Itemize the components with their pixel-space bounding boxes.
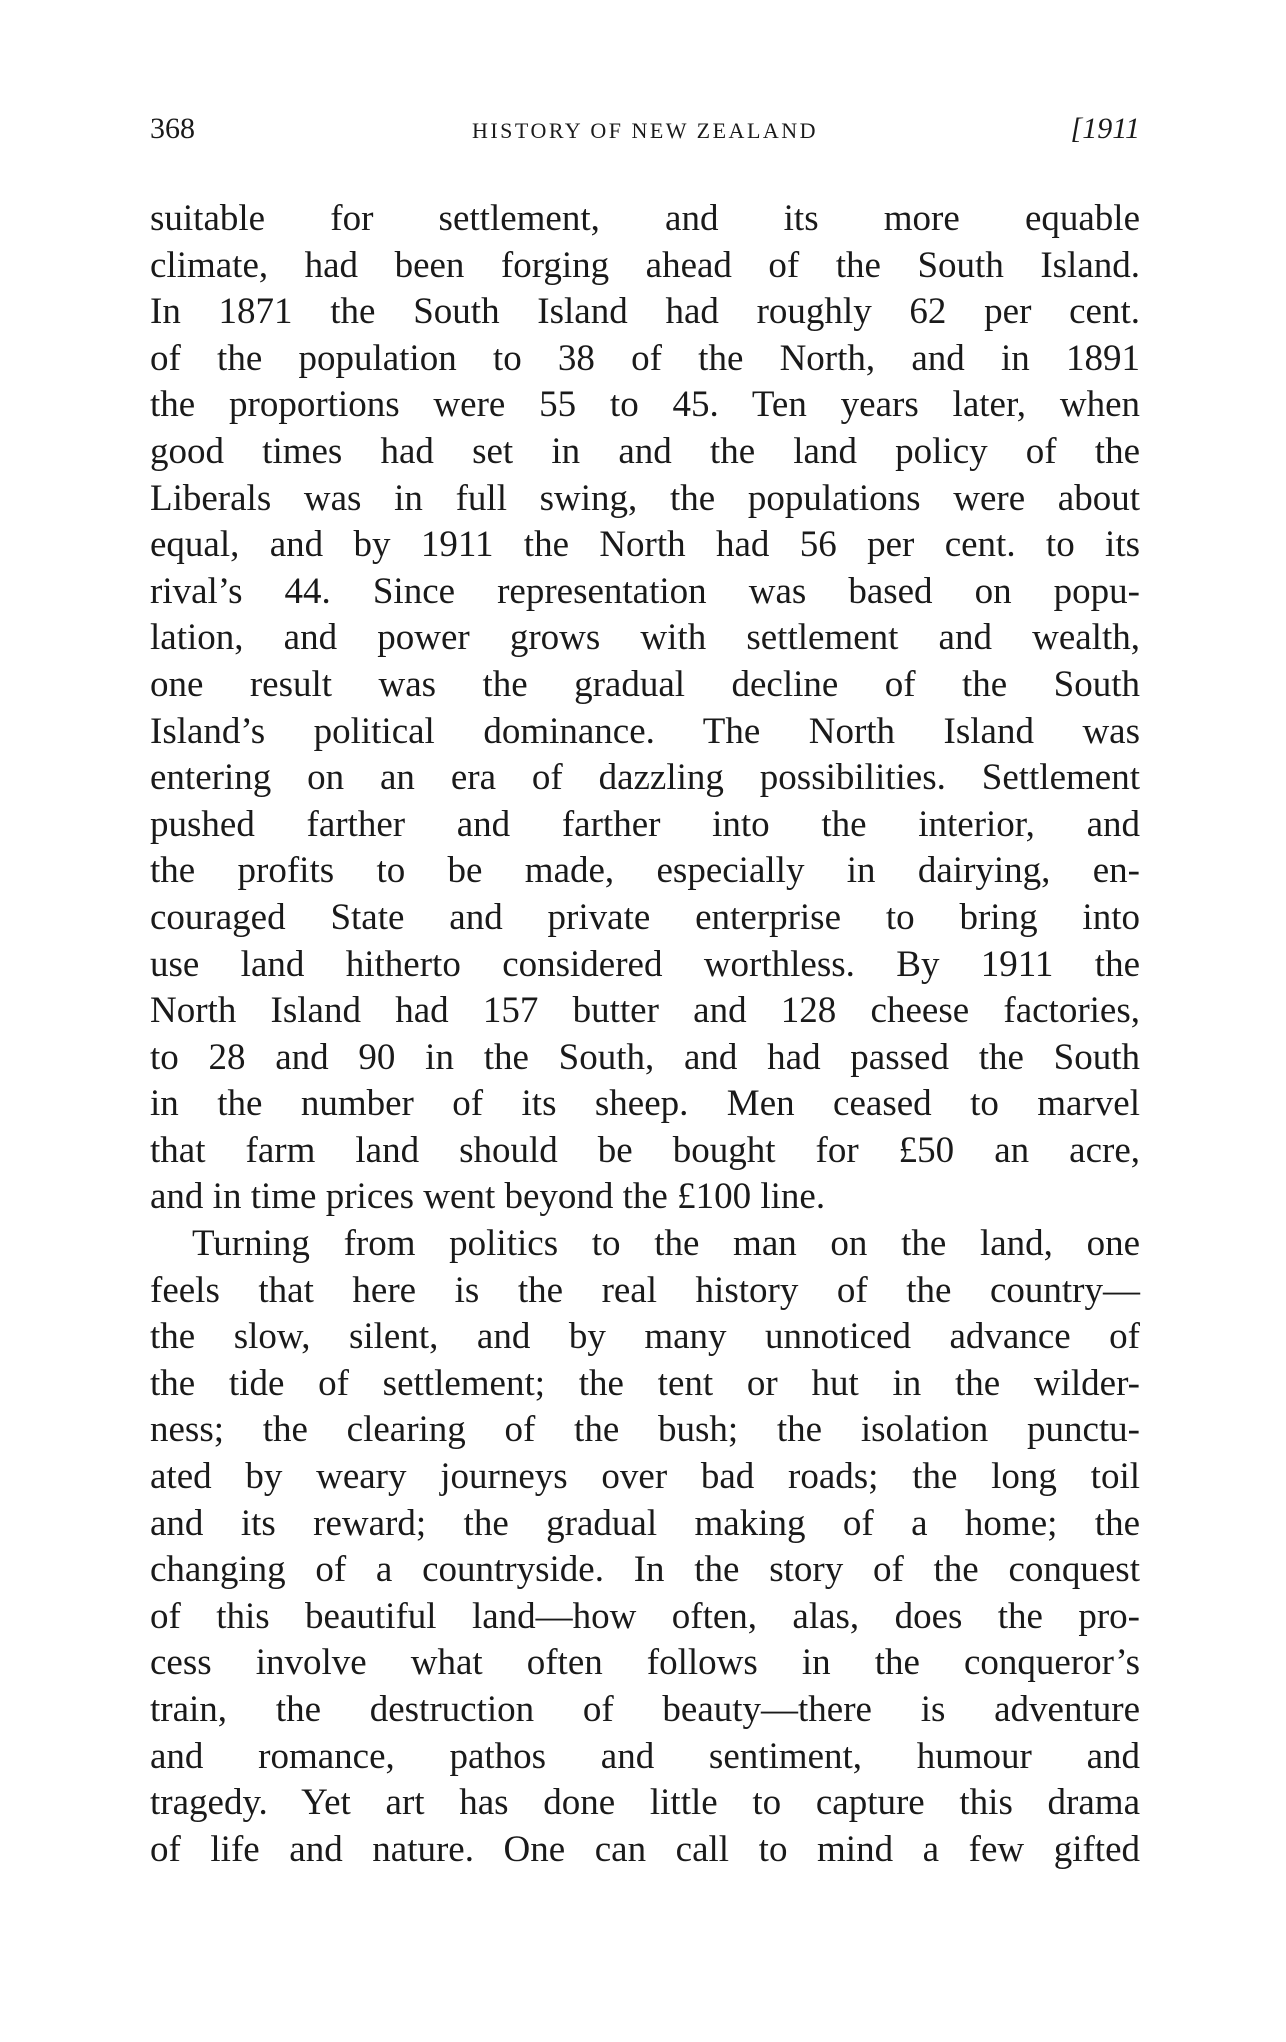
running-title: HISTORY OF NEW ZEALAND	[471, 118, 819, 143]
text-line: cess involve what often follows in the conqueror’s	[150, 1642, 1140, 1684]
text-line: Turning from politics to the man on the land, one	[192, 1223, 1140, 1265]
text-line: Island’s political dominance. The North Island was	[150, 710, 1140, 752]
text-line: pushed farther and farther into the interior, and	[150, 803, 1140, 845]
text-line: one result was the gradual decline of the South	[150, 663, 1140, 705]
text-line: of the population to 38 of the North, and in 1891	[150, 337, 1140, 379]
running-head	[150, 112, 1140, 152]
text-line: the proportions were 55 to 45. Ten years later, when	[150, 384, 1140, 426]
text-line: couraged State and private enterprise to bring into	[150, 896, 1140, 938]
paragraph-1	[150, 196, 1140, 1221]
text-line: lation, and power grows with settlement and wealth,	[150, 617, 1140, 659]
text-line: climate, had been forging ahead of the South Island.	[150, 244, 1140, 286]
text-line: Liberals was in full swing, the populations were about	[150, 477, 1140, 519]
paragraph-2	[150, 1221, 1140, 1873]
text-line: of this beautiful land—how often, alas, does the pro-	[150, 1595, 1140, 1637]
text-line: feels that here is the real history of the country—	[150, 1269, 1140, 1311]
text-line: and romance, pathos and sentiment, humour and	[150, 1735, 1140, 1777]
text-line: to 28 and 90 in the South, and had passed the South	[150, 1036, 1140, 1078]
text-line: rival’s 44. Since representation was based on popu-	[150, 570, 1140, 612]
text-line: use land hitherto considered worthless. By 1911 the	[150, 943, 1140, 985]
text-line: ated by weary journeys over bad roads; the long toil	[150, 1456, 1140, 1498]
text-line: and in time prices went beyond the £100 line.	[150, 1176, 826, 1218]
text-line: of life and nature. One can call to mind a few gifted	[150, 1828, 1140, 1870]
text-line: changing of a countryside. In the story of the conquest	[150, 1549, 1140, 1591]
text-line: In 1871 the South Island had roughly 62 per cent.	[150, 291, 1140, 333]
text-line: train, the destruction of beauty—there is adventure	[150, 1689, 1140, 1730]
text-line: suitable for settlement, and its more equable	[150, 198, 1140, 239]
text-line: entering on an era of dazzling possibilities. Settlement	[150, 757, 1140, 799]
text-line: ness; the clearing of the bush; the isolation punctu-	[150, 1409, 1140, 1451]
page-number: 368	[150, 112, 195, 145]
text-line: the profits to be made, especially in dairying, en-	[150, 850, 1140, 892]
year-mark: [1911	[1070, 112, 1140, 145]
text-line: the slow, silent, and by many unnoticed advance of	[150, 1316, 1140, 1358]
text-line: North Island had 157 butter and 128 cheese factories,	[150, 990, 1140, 1032]
text-line: the tide of settlement; the tent or hut in the wilder-	[150, 1362, 1140, 1404]
text-line: equal, and by 1911 the North had 56 per cent. to its	[150, 524, 1140, 566]
text-body	[150, 196, 1140, 1873]
text-line: good times had set in and the land policy of the	[150, 430, 1140, 472]
text-line: and its reward; the gradual making of a home; the	[150, 1502, 1140, 1544]
text-line: that farm land should be bought for £50 an acre,	[150, 1129, 1140, 1171]
text-line: in the number of its sheep. Men ceased to marvel	[150, 1083, 1140, 1125]
text-line: tragedy. Yet art has done little to capture this drama	[150, 1782, 1140, 1824]
